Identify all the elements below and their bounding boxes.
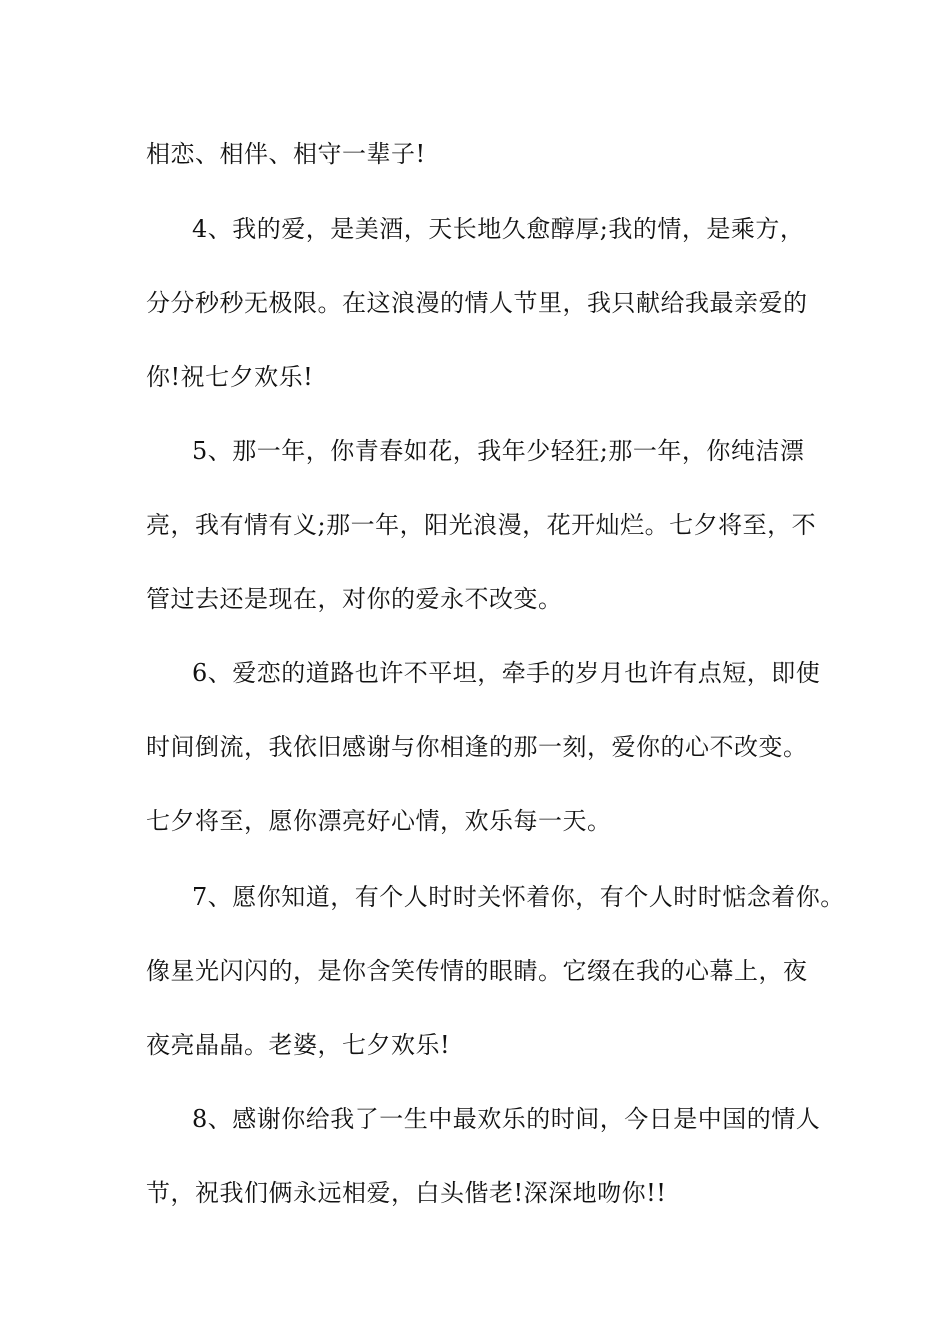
text-line: 管过去还是现在，对你的爱永不改变。 — [146, 585, 563, 613]
text-line: 相恋、相伴、相守一辈子! — [146, 140, 426, 168]
text-line: 分分秒秒无极限。在这浪漫的情人节里，我只献给我最亲爱的 — [146, 289, 808, 317]
text-line: 节，祝我们俩永远相爱，白头偕老!深深地吻你!! — [146, 1179, 667, 1207]
text-line: 像星光闪闪的，是你含笑传情的眼睛。它缀在我的心幕上，夜 — [146, 957, 808, 985]
text-line: 夜亮晶晶。老婆，七夕欢乐! — [146, 1031, 451, 1059]
paragraph-7-start: 7、愿你知道，有个人时时关怀着你，有个人时时惦念着你。 — [192, 883, 845, 911]
text-line: 时间倒流，我依旧感谢与你相逢的那一刻，爱你的心不改变。 — [146, 733, 808, 761]
text-line: 你!祝七夕欢乐! — [146, 363, 314, 391]
paragraph-4-start: 4、我的爱，是美酒，天长地久愈醇厚;我的情，是乘方， — [192, 215, 805, 243]
text-line: 七夕将至，愿你漂亮好心情，欢乐每一天。 — [146, 807, 612, 835]
paragraph-8-start: 8、感谢你给我了一生中最欢乐的时间，今日是中国的情人 — [192, 1105, 821, 1133]
paragraph-6-start: 6、爱恋的道路也许不平坦，牵手的岁月也许有点短，即使 — [192, 659, 821, 687]
text-line: 亮，我有情有义;那一年，阳光浪漫，花开灿烂。七夕将至，不 — [146, 511, 817, 539]
paragraph-5-start: 5、那一年，你青春如花，我年少轻狂;那一年，你纯洁漂 — [192, 437, 805, 465]
